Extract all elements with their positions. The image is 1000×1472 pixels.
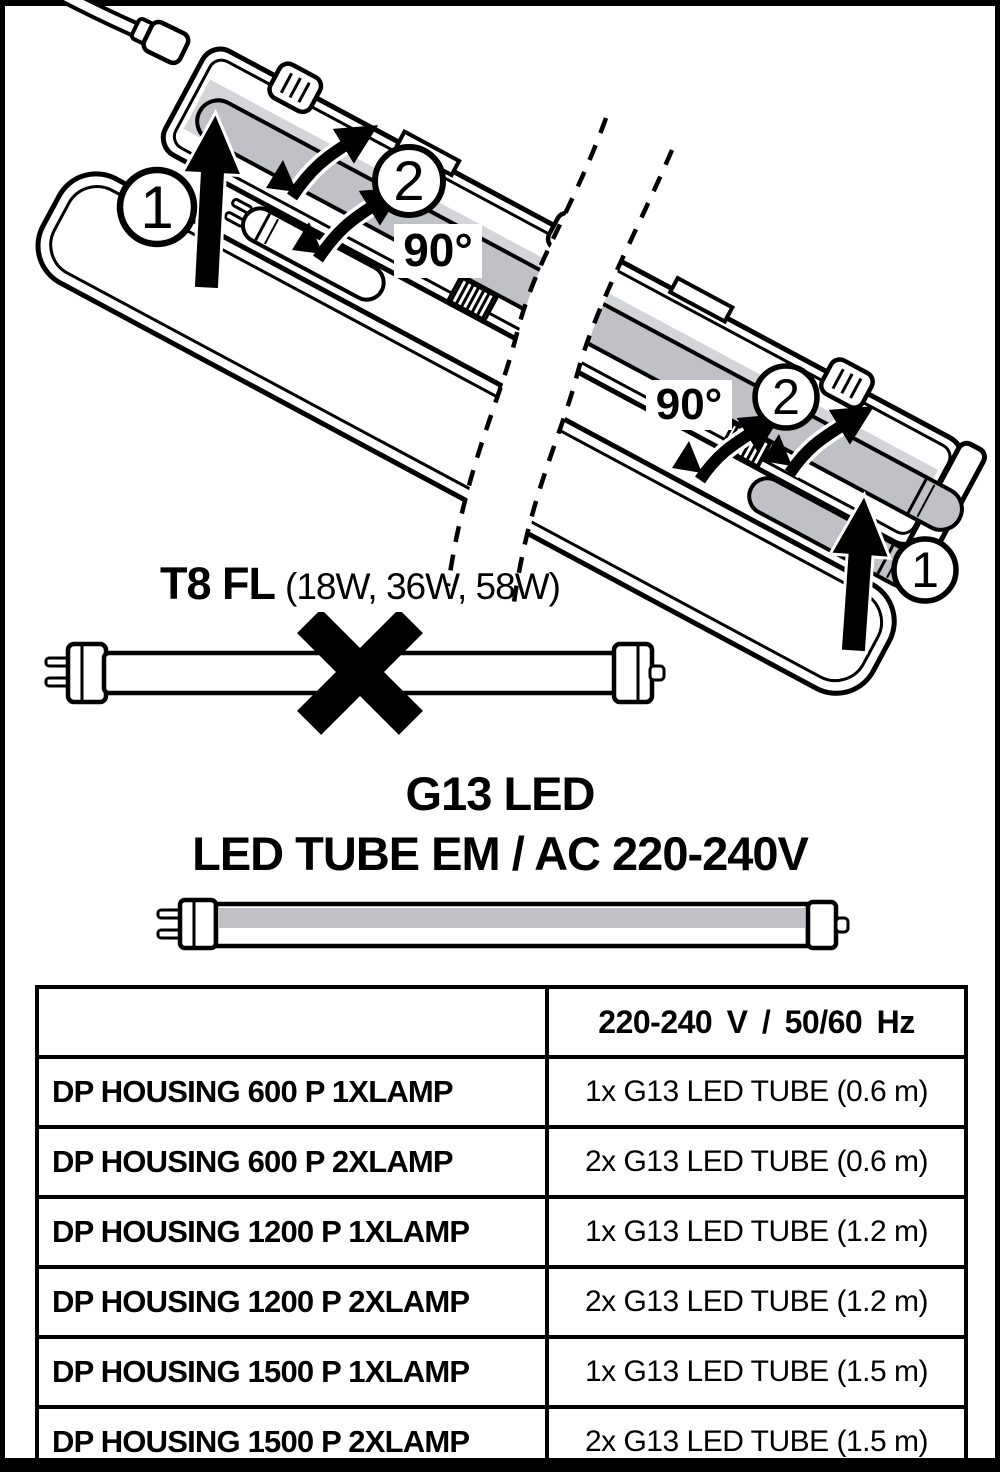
tube-spec: 2x G13 LED TUBE (1.2 m): [547, 1267, 966, 1337]
t8-wattage: (18W, 36W, 58W): [285, 566, 560, 607]
table-row: [37, 1057, 966, 1127]
product-name: DP HOUSING 1500 P 2XLAMP: [37, 1407, 547, 1472]
step-2-badge: [375, 147, 443, 215]
g13-led-tube: [0, 892, 1000, 956]
tube-spec: 2x G13 LED TUBE (1.5 m): [547, 1407, 966, 1472]
g13-subtitle: LED TUBE EM / AC 220-240V: [192, 827, 808, 880]
table-row: [37, 1197, 966, 1267]
step-1-badge: [894, 539, 956, 601]
g13-tube-icon: [158, 900, 848, 948]
table-row: [37, 1127, 966, 1197]
table-header-row: [37, 987, 966, 1057]
product-name: DP HOUSING 1200 P 2XLAMP: [37, 1267, 547, 1337]
g13-heading: [0, 764, 1000, 884]
step-2-badge: [755, 366, 817, 428]
step-number: 2: [772, 369, 800, 425]
angle-text: 90°: [655, 380, 723, 429]
cable-gland: [128, 13, 191, 65]
tube-spec: 2x G13 LED TUBE (0.6 m): [547, 1127, 966, 1197]
product-name: DP HOUSING 1500 P 1XLAMP: [37, 1337, 547, 1407]
end-pin: [836, 918, 848, 932]
table-row: [37, 1267, 966, 1337]
step-number: 1: [140, 174, 174, 241]
angle-label: [394, 224, 482, 278]
table-row: [37, 1407, 966, 1472]
end-pin: [650, 666, 664, 680]
g13-title: G13 LED: [405, 767, 595, 820]
compatibility-table: [35, 985, 968, 1472]
table-row: [37, 1337, 966, 1407]
step-number: 1: [911, 542, 939, 598]
t8-title: T8 FL: [160, 558, 276, 609]
step-1-badge: [120, 170, 194, 244]
product-name: DP HOUSING 600 P 2XLAMP: [37, 1127, 547, 1197]
voltage-header: 220-240 V / 50/60 Hz: [547, 987, 966, 1057]
header-spacer: [37, 987, 547, 1057]
angle-text: 90°: [403, 224, 473, 276]
t8-tube-crossed: [0, 612, 1000, 740]
product-name: DP HOUSING 1200 P 1XLAMP: [37, 1197, 547, 1267]
tube-spec: 1x G13 LED TUBE (0.6 m): [547, 1057, 966, 1127]
step-number: 2: [393, 149, 425, 212]
angle-label: [646, 380, 732, 430]
product-name: DP HOUSING 600 P 1XLAMP: [37, 1057, 547, 1127]
tube-spec: 1x G13 LED TUBE (1.5 m): [547, 1337, 966, 1407]
t8-heading: [35, 558, 685, 610]
tube-spec: 1x G13 LED TUBE (1.2 m): [547, 1197, 966, 1267]
